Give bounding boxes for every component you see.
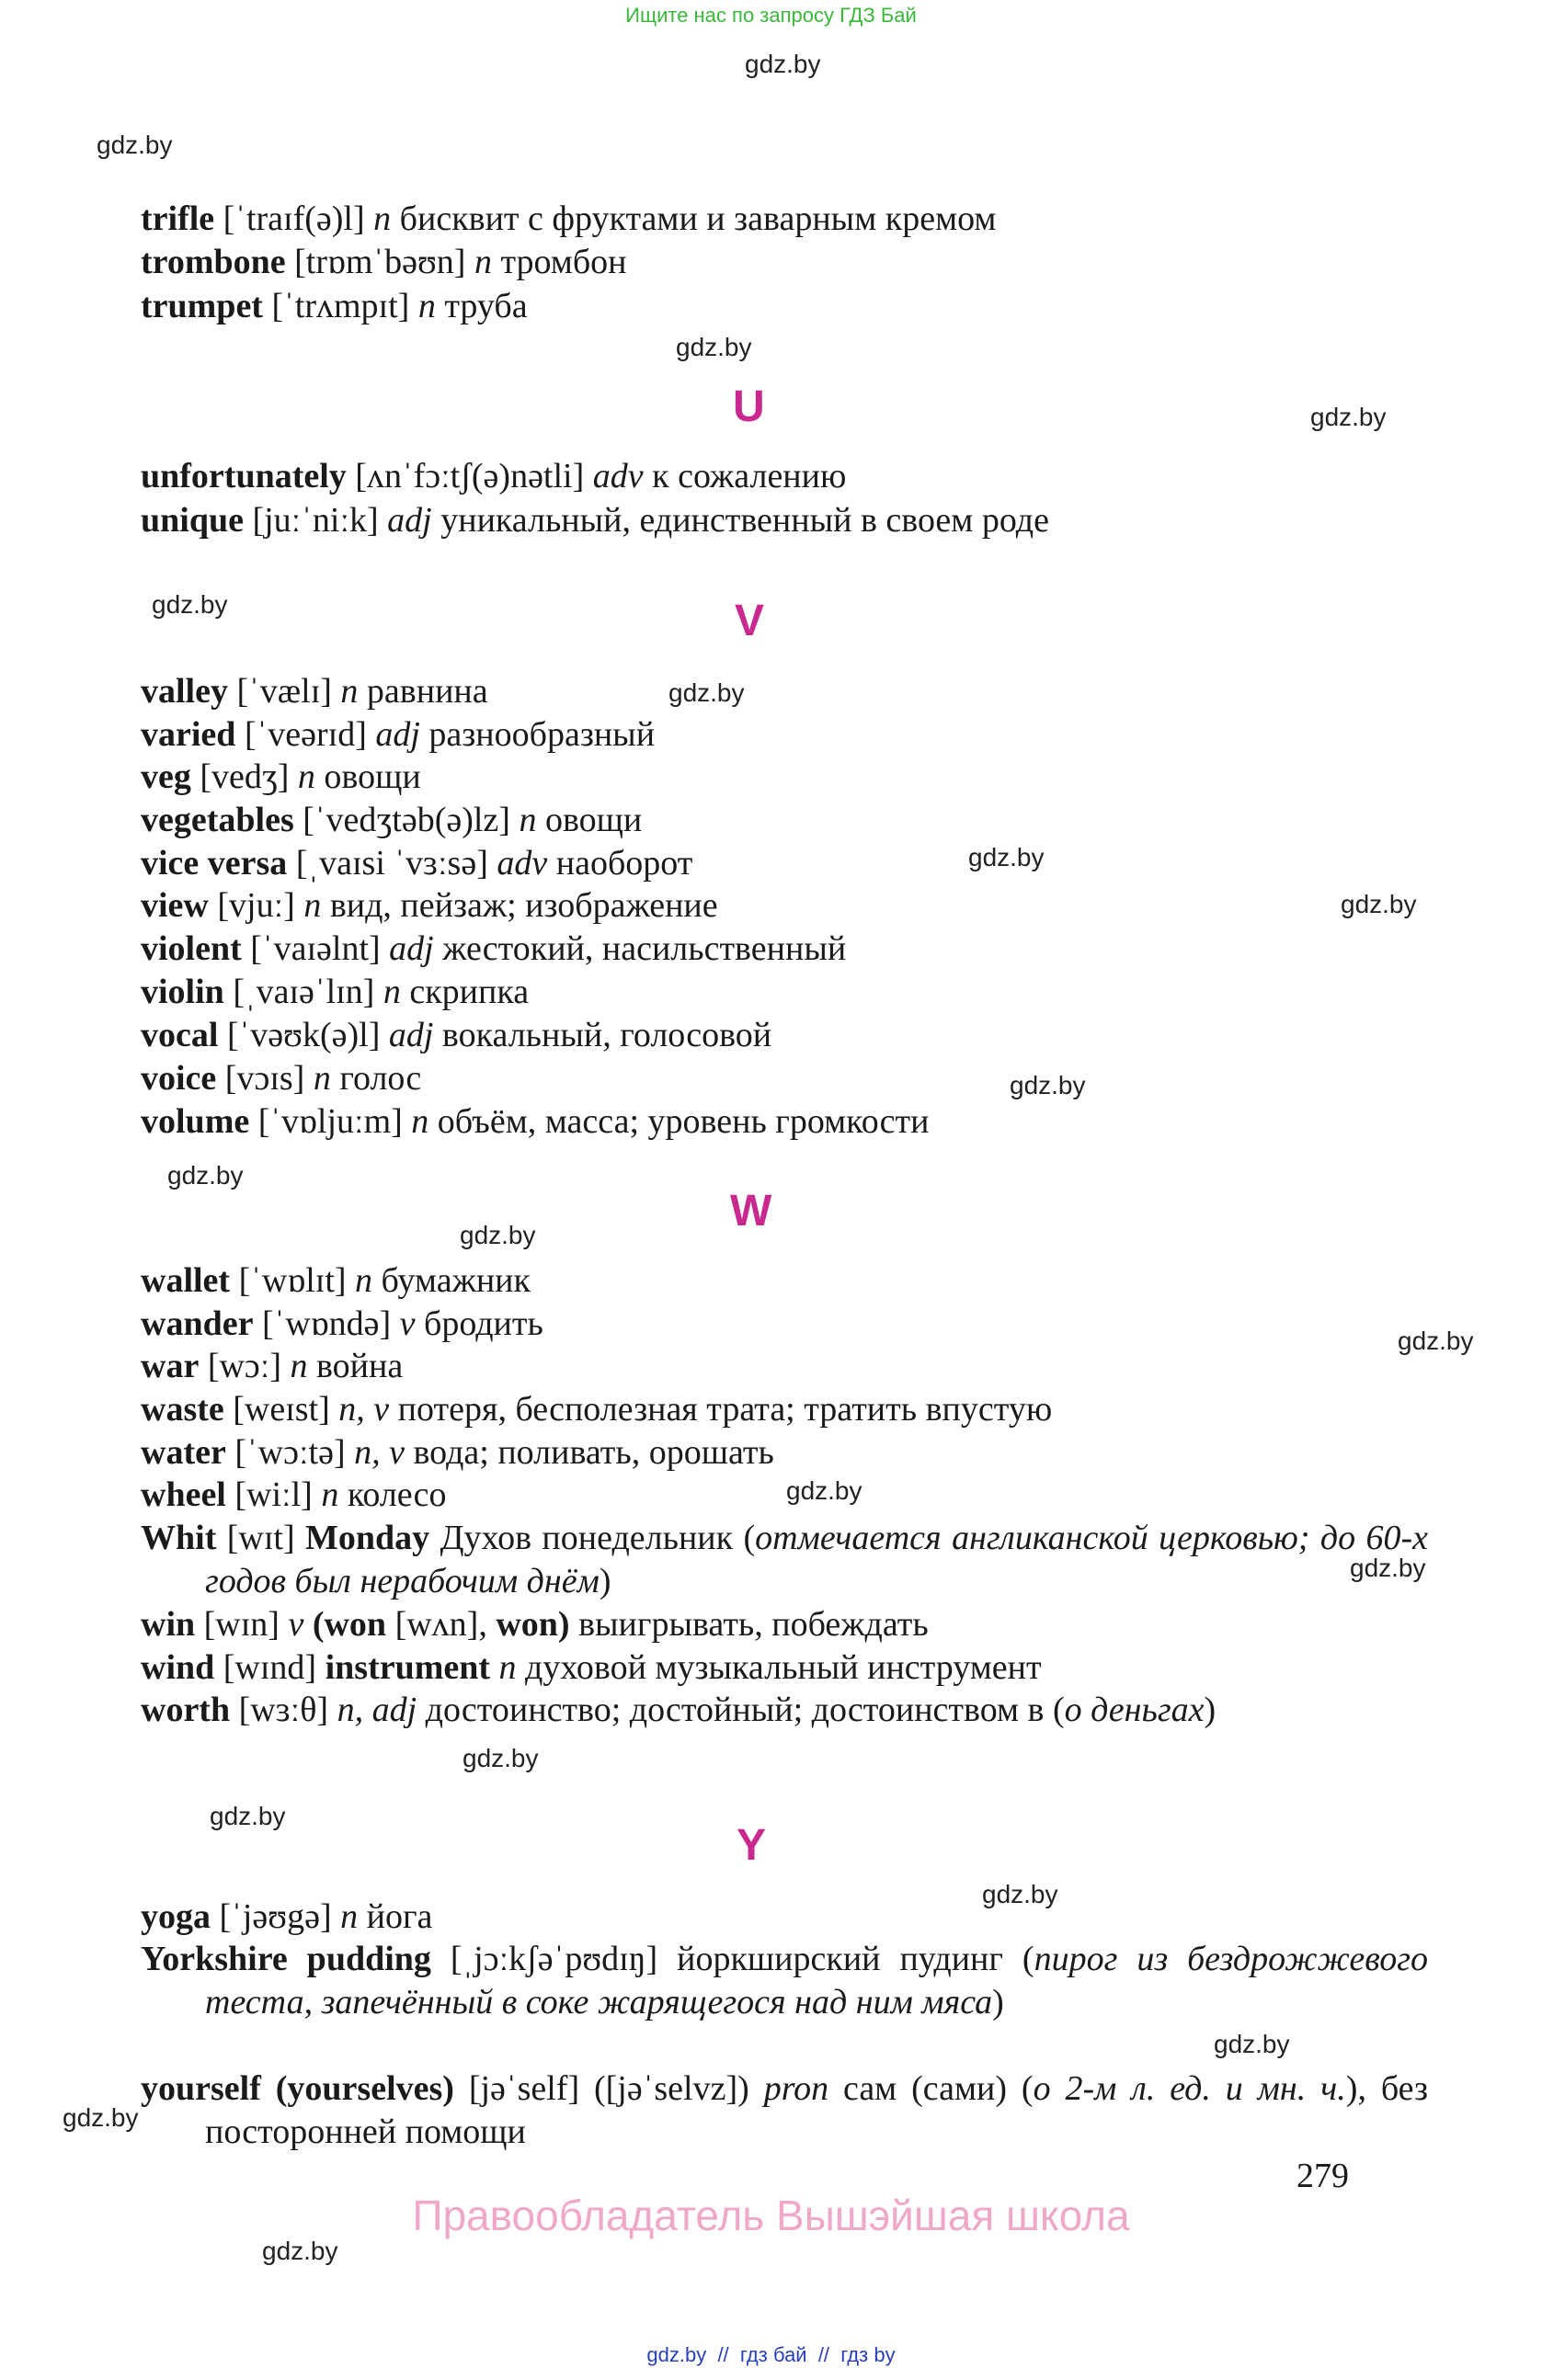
section-letter-w: W [730,1187,772,1236]
entry-vocal: vocal [ˈvəʊk(ə)l] adj вокальный, голосовой [141,1016,772,1054]
entry-voice: voice [vɔɪs] n голос [141,1059,422,1098]
watermark: gdz.by [63,2103,139,2132]
entry-veg: veg [vedʒ] n овощи [141,757,421,796]
watermark: gdz.by [1398,1327,1474,1355]
entry-whit-monday: Whit [wɪt] Monday Духов понедельник (отмечается англиканской церковью; до 60-х годов был нерабочим днём) [141,1519,1429,1600]
entry-unique: unique [juːˈniːk] adj уникальный, единственный в своем роде [141,501,1049,540]
entry-worth: worth [wɜːθ] n, adj достоинство; достойный; достоинством в (о деньгах) [141,1691,1216,1729]
footer-links: gdz.by // гдз бай // гдз by [646,2343,896,2366]
rights-holder: Правообладатель Вышэйшая школа [412,2192,1130,2239]
entry-wallet: wallet [ˈwɒlɪt] n бумажник [141,1261,531,1300]
entry-trifle: trifle [ˈtraɪf(ə)l] n бисквит с фруктами и заварным кремом [141,199,997,238]
entry-violent: violent [ˈvaɪəlnt] adj жестокий, насильственный [141,929,847,968]
entry-war: war [wɔː] n война [141,1347,404,1385]
entry-yoga: yoga [ˈjəʊgə] n йога [141,1897,433,1936]
entry-view: view [vjuː] n вид, пейзаж; изображение [141,886,718,925]
entry-yorkshire-pudding: Yorkshire pudding [ˌjɔːkʃəˈpʊdɪŋ] йоркширский пудинг (пирог из бездрожжевого теста, запечённый в соке жарящегося над ним мяса) [141,1940,1429,2021]
watermark: gdz.by [786,1476,862,1505]
section-letter-u: U [733,382,765,431]
watermark: gdz.by [668,678,745,707]
entry-wind-instrument: wind [wɪnd] instrument n духовой музыкальный инструмент [141,1648,1042,1687]
entry-unfortunately: unfortunately [ʌnˈfɔːtʃ(ə)nətli] adv к сожалению [141,457,847,495]
watermark: gdz.by [1341,890,1417,918]
entry-varied: varied [ˈveərɪd] adj разнообразный [141,715,656,754]
entry-trombone: trombone [trɒmˈbəʊn] n тромбон [141,243,627,281]
watermark: gdz.by [460,1221,536,1249]
entry-waste: waste [weɪst] n, v потеря, бесполезная трата; тратить впустую [141,1390,1053,1429]
watermark: gdz.by [968,843,1045,871]
page-number: 279 [1296,2157,1349,2195]
entry-wander: wander [ˈwɒndə] v бродить [141,1304,543,1343]
section-letter-y: Y [737,1821,767,1870]
watermark: gdz.by [463,1744,539,1772]
watermark: gdz.by [262,2237,338,2265]
watermark: gdz.by [1010,1071,1086,1099]
section-letter-v: V [735,597,765,645]
watermark: gdz.by [152,590,228,619]
entry-vice-versa: vice versa [ˌvaɪsi ˈvɜːsə] adv наоборот [141,844,693,883]
watermark: gdz.by [1310,403,1387,431]
watermark: gdz.by [1350,1554,1426,1582]
entry-violin: violin [ˌvaɪəˈlɪn] n скрипка [141,973,530,1011]
top-banner: Ищите нас по запросу ГДЗ Бай [625,4,917,27]
watermark: gdz.by [676,333,752,361]
entry-win: win [wɪn] v (won [wʌn], won) выигрывать, побеждать [141,1605,929,1644]
entry-valley: valley [ˈvælɪ] n равнина [141,672,488,711]
watermark: gdz.by [210,1802,286,1830]
entry-trumpet: trumpet [ˈtrʌmpɪt] n труба [141,287,528,325]
entry-water: water [ˈwɔːtə] n, v вода; поливать, орошать [141,1433,774,1472]
watermark: gdz.by [745,50,821,78]
watermark: gdz.by [167,1161,244,1190]
entry-volume: volume [ˈvɒljuːm] n объём, масса; уровень громкости [141,1102,930,1141]
watermark: gdz.by [97,131,173,159]
entry-yourself: yourself (yourselves) [jəˈself] ([jəˈselvz]) pron сам (сами) (о 2-м л. ед. и мн. ч.), без посторонней помощи [141,2069,1429,2151]
watermark: gdz.by [1214,2030,1290,2058]
entry-vegetables: vegetables [ˈvedʒtəb(ə)lz] n овощи [141,801,643,839]
entry-wheel: wheel [wiːl] n колесо [141,1475,447,1514]
watermark: gdz.by [982,1880,1058,1908]
